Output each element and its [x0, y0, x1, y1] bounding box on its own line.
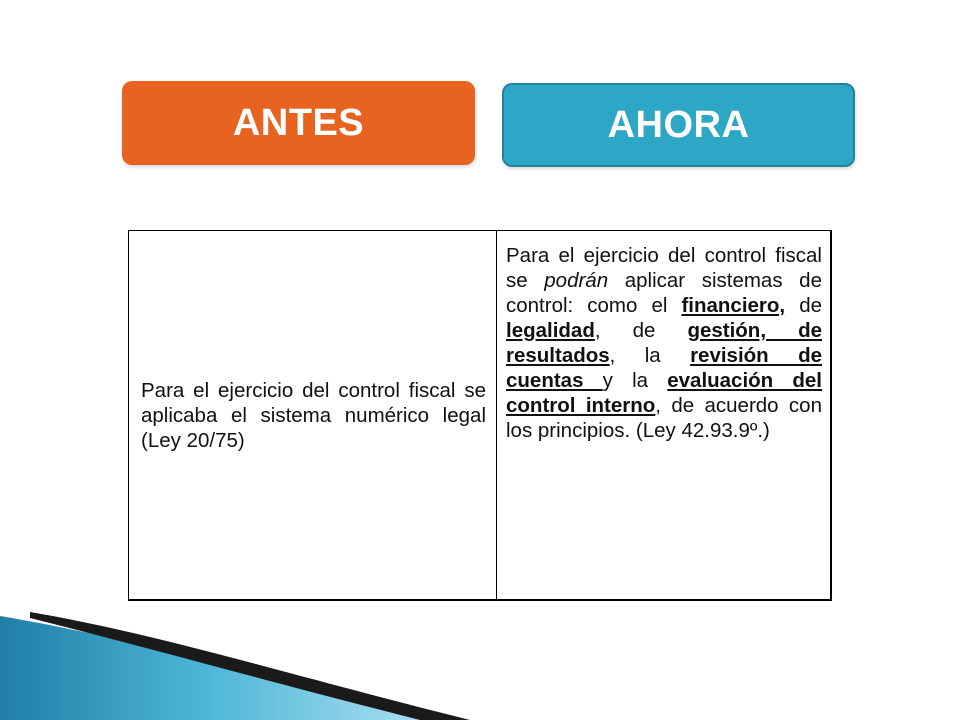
ahora-text-podran: podrán	[544, 269, 609, 292]
term-gestion-resultados: gestión, de resultados	[506, 319, 822, 367]
term-evaluacion-control: evaluación del control interno	[506, 369, 822, 417]
ahora-text-2: aplicar sistemas de control: como el	[506, 269, 822, 317]
ahora-text-5: , la	[609, 344, 691, 367]
ahora-text-4: , de	[594, 319, 688, 342]
ahora-header-label: AHORA	[607, 103, 750, 146]
term-revision-cuentas: revisión de cuentas	[506, 344, 822, 392]
term-financiero: financiero,	[681, 294, 786, 317]
decorative-swoosh	[0, 590, 960, 720]
ahora-text-1: Para el ejercicio del control fiscal se	[506, 244, 822, 292]
comparison-table	[128, 230, 832, 601]
ahora-text-3: de	[785, 294, 822, 317]
ahora-text-6: y la	[602, 369, 668, 392]
table-row	[129, 231, 832, 601]
antes-cell	[129, 231, 497, 601]
ahora-header	[502, 83, 855, 167]
ahora-cell	[497, 231, 832, 601]
antes-text: Para el ejercicio del control fiscal se aplicaba el sistema numérico legal (Ley 20/75)	[141, 378, 486, 452]
ahora-text-7: , de acuerdo con los principios. (Ley 42.93.9º.)	[506, 394, 822, 442]
antes-header	[122, 81, 475, 165]
antes-header-label: ANTES	[232, 101, 365, 144]
term-legalidad: legalidad	[506, 319, 595, 342]
